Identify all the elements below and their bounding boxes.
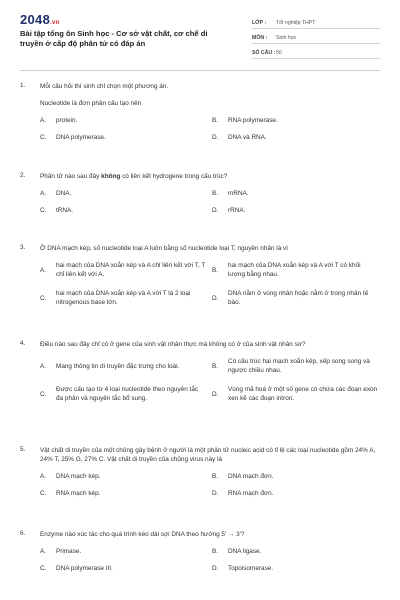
meta-value: 50 (276, 50, 282, 56)
option-letter: C. (40, 207, 47, 214)
option-a[interactable] (40, 357, 212, 375)
option-text: RNA polymerase. (228, 117, 278, 124)
meta-row-count (252, 44, 380, 59)
question-number: 2. (20, 172, 26, 179)
option-grid (40, 472, 382, 498)
option-text: hai mạch của DNA xoắn kép và A với T có khối lượng bằng nhau. (228, 262, 361, 278)
question-2 (20, 172, 382, 215)
option-letter: A. (40, 473, 47, 480)
question-text: Enzyme nào xúc tác cho quá trình kéo dài sợi DNA theo hướng 5' → 3'? (40, 531, 245, 538)
question-number: 5. (20, 446, 26, 453)
option-c[interactable] (40, 564, 212, 573)
option-letter: D. (212, 207, 219, 214)
option-letter: C. (40, 490, 47, 497)
document-meta (252, 14, 380, 59)
meta-label: SỐ CÂU : (252, 50, 276, 56)
question-text: Ở DNA mạch kép, số nucleotide loại A luôn bằng số nucleotide loại T, nguyên nhân là vì (40, 245, 289, 252)
question-text-part: có liên kết hydrogene trong cấu trúc? (120, 173, 228, 180)
option-text: DNA nằm ở vùng nhân hoặc nằm ở trong nhân tế bào. (228, 290, 369, 306)
question-3 (20, 244, 382, 307)
option-c[interactable] (40, 289, 212, 307)
option-text: hai mạch của DNA xoắn kép và A với T là 2 loại nitrogenous base lớn. (56, 290, 191, 306)
option-b[interactable] (212, 472, 384, 481)
option-b[interactable] (212, 261, 384, 279)
option-letter: B. (212, 362, 219, 370)
question-1 (20, 82, 382, 142)
option-grid (40, 189, 382, 215)
option-letter: D. (212, 134, 219, 141)
option-text: rRNA. (228, 207, 246, 214)
option-d[interactable] (212, 564, 384, 573)
meta-value: Sinh học (276, 35, 297, 41)
option-text: Vùng mã hoá ở một số gene có chứa các đoạn exon xen kẽ các đoạn intron. (228, 386, 378, 402)
option-letter: B. (212, 548, 219, 555)
option-text: DNA mạch đơn. (228, 473, 274, 480)
option-letter: B. (212, 117, 219, 124)
option-text: DNA polymerase. (56, 134, 106, 141)
question-text-emphasis: không (101, 173, 121, 180)
option-letter: C. (40, 134, 47, 141)
option-letter: A. (40, 266, 47, 274)
option-text: Topoisomerase. (228, 565, 274, 572)
question-number: 1. (20, 82, 26, 89)
option-c[interactable] (40, 489, 212, 498)
option-letter: A. (40, 117, 47, 124)
option-c[interactable] (40, 385, 212, 403)
option-letter: D. (212, 490, 219, 497)
option-a[interactable] (40, 547, 212, 556)
meta-value: Tốt nghiệp THPT (276, 20, 316, 26)
option-a[interactable] (40, 189, 212, 198)
option-text: DNA polymerase III. (56, 565, 113, 572)
option-letter: B. (212, 473, 219, 480)
option-text: Có cấu trúc hai mạch xoắn kép, xếp song song và ngược chiều nhau. (228, 358, 370, 374)
question-number: 6. (20, 530, 26, 537)
option-text: Primase. (56, 548, 82, 555)
document-header (20, 12, 380, 64)
option-b[interactable] (212, 116, 384, 125)
option-text: Được cấu tạo từ 4 loại nucleotide theo nguyên tắc đa phân và nguyên tắc bổ sung. (56, 386, 199, 402)
option-c[interactable] (40, 133, 212, 142)
option-grid (40, 261, 382, 307)
question-number: 4. (20, 340, 26, 347)
logo-suffix: .vn (50, 20, 60, 26)
option-d[interactable] (212, 206, 384, 215)
question-text (40, 172, 382, 181)
header-divider (20, 70, 380, 71)
option-letter: A. (40, 190, 47, 197)
option-letter: D. (212, 294, 219, 302)
option-grid (40, 547, 382, 573)
option-text: DNA ligase. (228, 548, 262, 555)
question-6 (20, 530, 382, 573)
logo-main: 2048 (20, 12, 51, 27)
option-letter: D. (212, 390, 219, 398)
option-letter: B. (212, 190, 219, 197)
question-text: Mỗi câu hỏi thí sinh chỉ chọn một phương án. (40, 83, 169, 90)
option-text: DNA và RNA. (228, 134, 267, 141)
option-c[interactable] (40, 206, 212, 215)
question-text: Vật chất di truyền của một chủng gây bệnh ở người là một phân tử nucleic acid có tỉ lệ các loại nucleotide gồm 24% A, 24% T, 25% G, 27% C. Vật chất di truyền của chủng virus này là (40, 447, 376, 463)
option-b[interactable] (212, 547, 384, 556)
question-text: Điều nào sau đây chỉ có ở gene của sinh vật nhân thực mà không có ở của sinh vật nhân sơ? (40, 341, 306, 348)
option-letter: C. (40, 294, 47, 302)
option-b[interactable] (212, 189, 384, 198)
option-letter: A. (40, 548, 47, 555)
site-logo[interactable] (20, 12, 60, 27)
question-number: 3. (20, 244, 26, 251)
option-d[interactable] (212, 489, 384, 498)
option-grid (40, 116, 382, 142)
option-text: DNA mạch kép. (56, 473, 101, 480)
option-a[interactable] (40, 472, 212, 481)
option-text: RNA mạch đơn. (228, 490, 274, 497)
option-d[interactable] (212, 289, 384, 307)
option-letter: A. (40, 362, 47, 370)
meta-row-subject (252, 29, 380, 44)
option-text: Mang thông tin di truyền đặc trưng cho loài. (56, 362, 180, 370)
question-5 (20, 446, 382, 498)
option-text: DNA. (56, 190, 72, 197)
question-4 (20, 340, 382, 403)
option-a[interactable] (40, 116, 212, 125)
option-text: RNA mạch kép. (56, 490, 101, 497)
document-title: Bài tập tổng ôn Sinh học - Cơ sở vật chất, cơ chế di truyền ở cấp độ phân tử có đáp án (20, 29, 208, 48)
meta-row-class (252, 14, 380, 29)
option-grid (40, 357, 382, 403)
question-text-part: Phân tử nào sau đây (40, 173, 102, 180)
option-text: hai mạch của DNA xoắn kép và A chỉ liên kết với T, T chỉ liên kết với A. (56, 262, 206, 278)
option-text: protein. (56, 117, 78, 124)
option-a[interactable] (40, 261, 212, 279)
option-letter: C. (40, 565, 47, 572)
question-subtext: Nucleotide là đơn phân cấu tạo nên (40, 100, 142, 107)
meta-label: MÔN : (252, 35, 268, 41)
option-letter: C. (40, 390, 47, 398)
option-letter: B. (212, 266, 219, 274)
option-b[interactable] (212, 357, 384, 375)
option-text: mRNA. (228, 190, 249, 197)
option-letter: D. (212, 565, 219, 572)
option-d[interactable] (212, 385, 384, 403)
meta-label: LỚP : (252, 20, 267, 26)
option-text: tRNA. (56, 207, 74, 214)
option-d[interactable] (212, 133, 384, 142)
